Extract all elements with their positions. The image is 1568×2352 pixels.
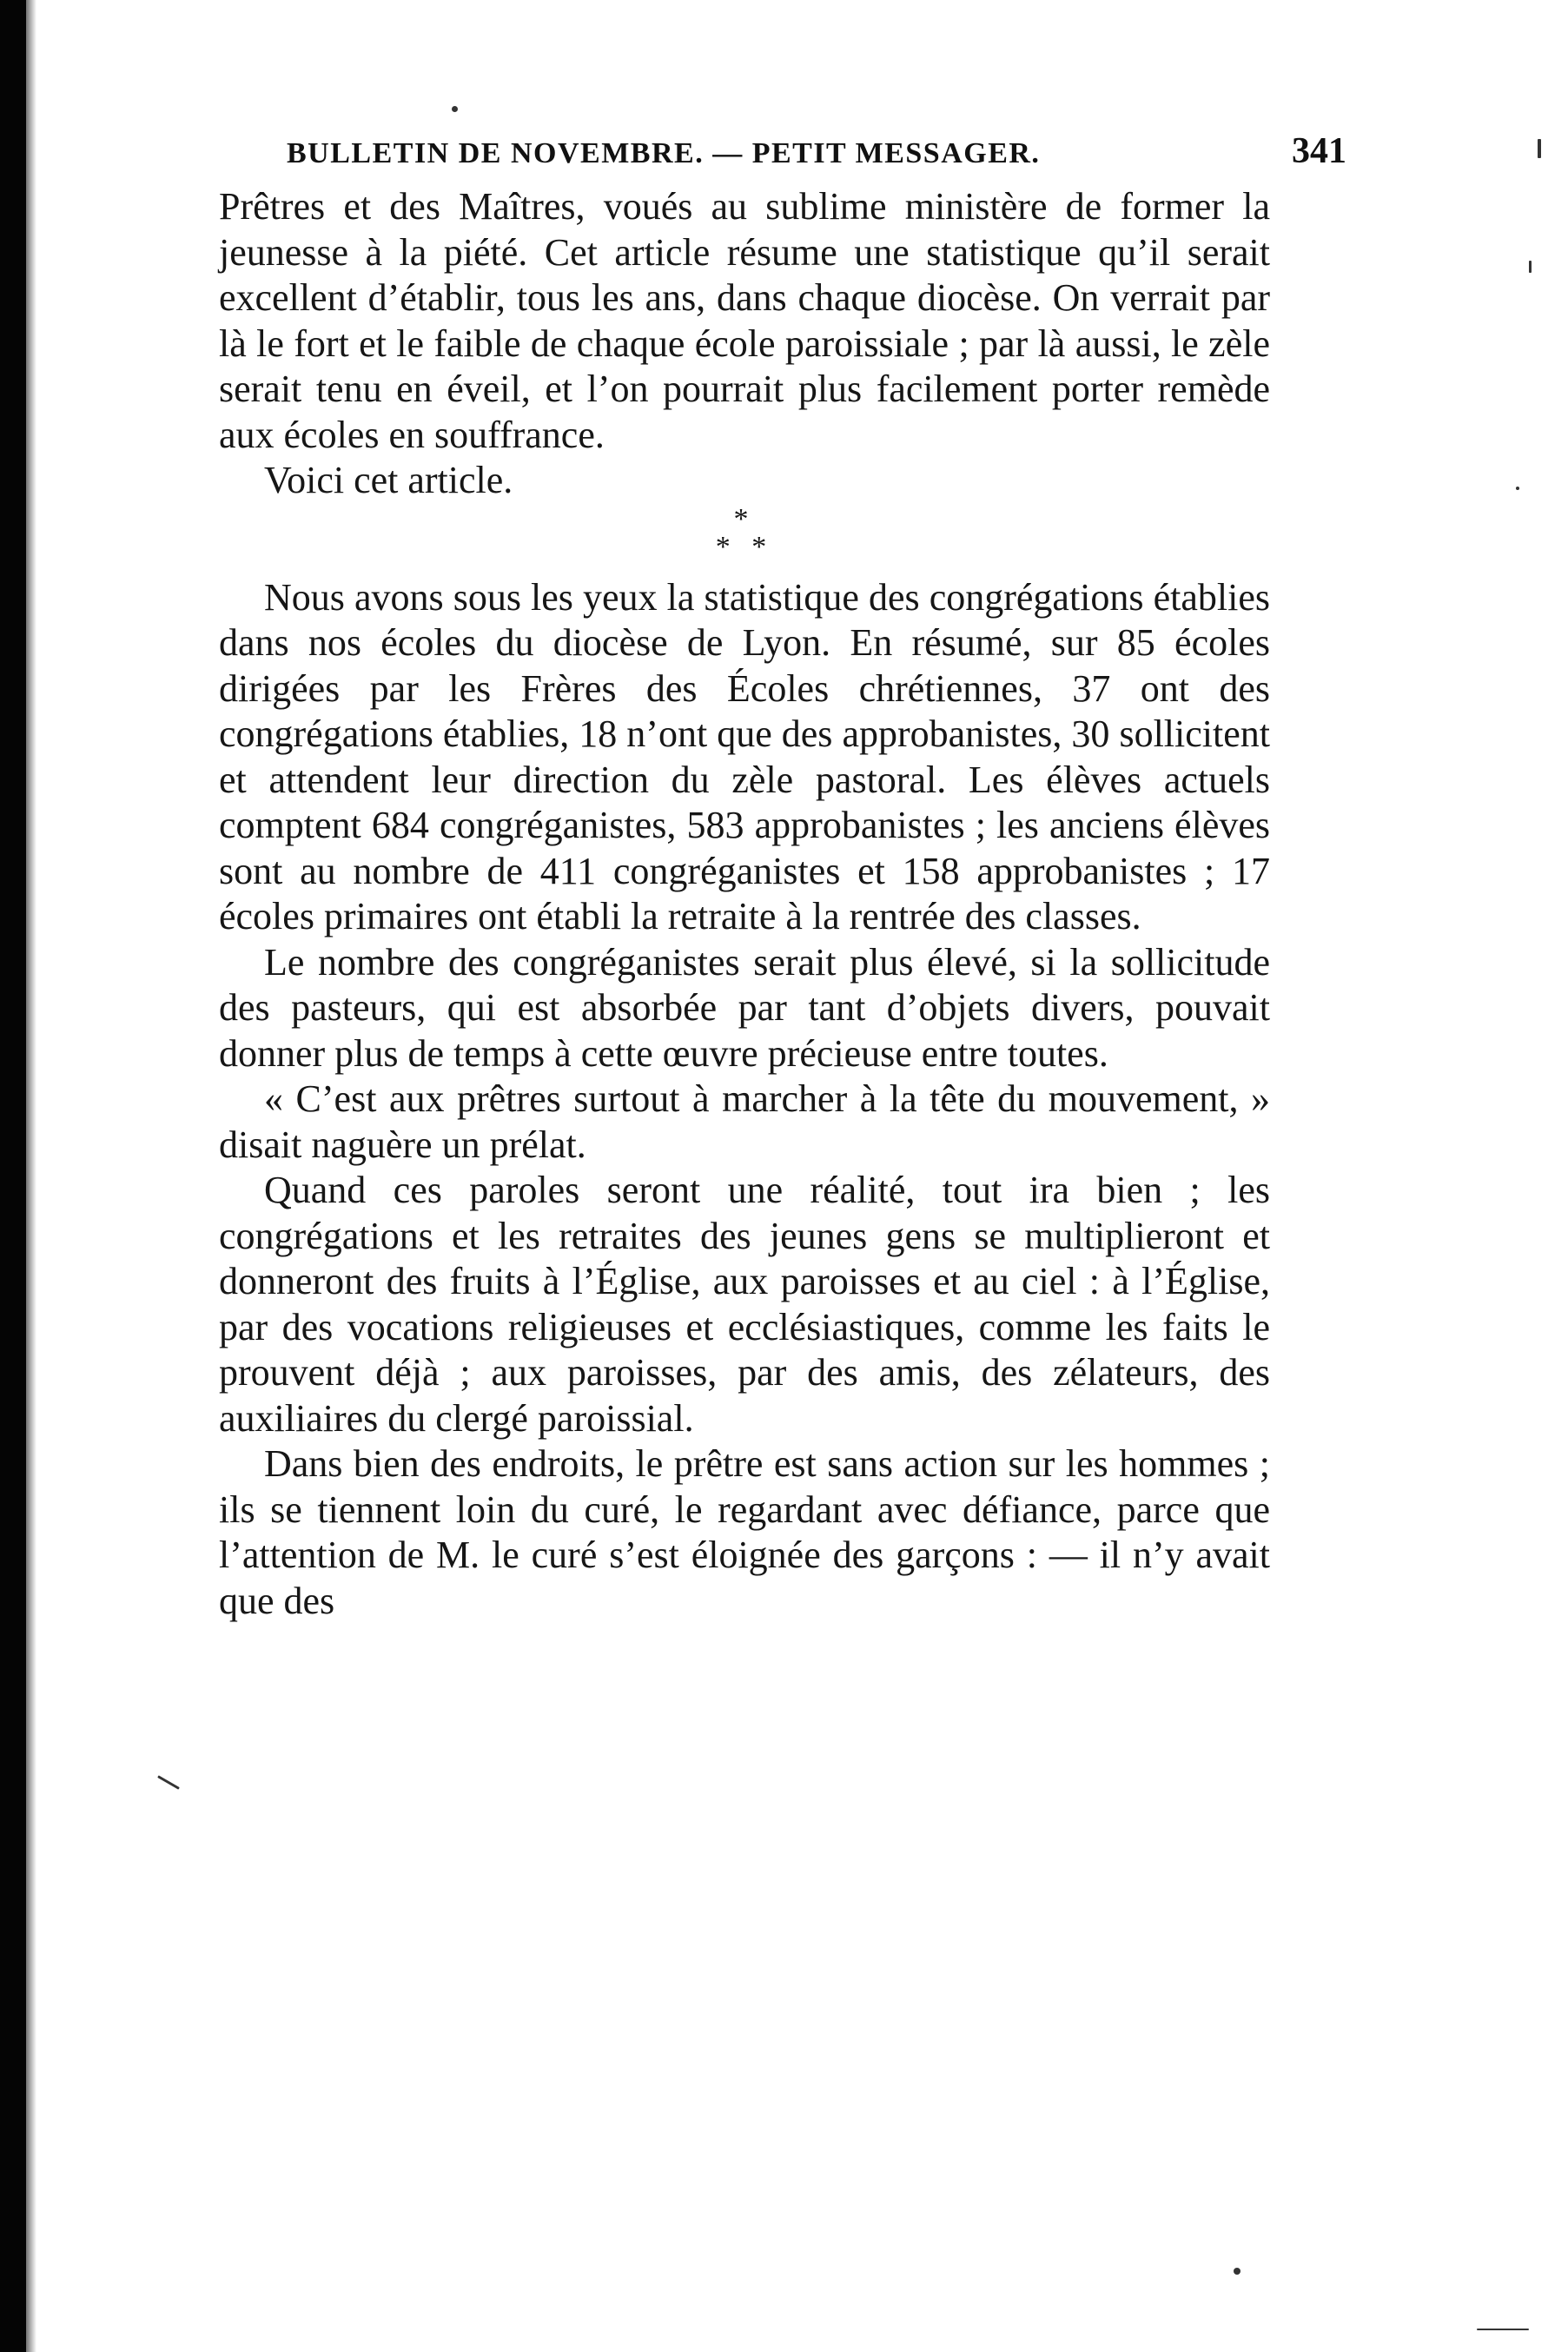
paragraph: « C’est aux prêtres surtout à marcher à la tête du mouvement, » disait naguère un prélat. (219, 1077, 1270, 1166)
scan-speck (1477, 2329, 1529, 2330)
paragraph: Nous avons sous les yeux la statistique des congrégations établies dans nos écoles du diocèse de Lyon. En résumé, sur 85 écoles dirigées par les Frères des Écoles chrétiennes, 37 ont des congrégations établies, 18 n’ont que des approbanistes, 30 sollicitent et attendent leur direction du zèle pastoral. Les élèves actuels comptent 684 congréganistes, 583 approbanistes ; les anciens élèves sont au nombre de 411 congréganistes et 158 approbanistes ; 17 écoles primaires ont établi la retraite à la rentrée des classes. (219, 575, 1270, 937)
body-text (219, 184, 1270, 1624)
paragraph: Le nombre des congréganistes serait plus élevé, si la sollicitude des pasteurs, qui est absorbée par tant d’objets divers, pouvait donner plus de temps à cette œuvre précieuse entre toutes. (219, 940, 1270, 1075)
scan-speck (1234, 2268, 1241, 2275)
running-head (287, 130, 1346, 182)
running-head-title: BULLETIN DE NOVEMBRE. — PETIT MESSAGER. (287, 137, 1041, 169)
paragraph: Voici cet article. (264, 459, 513, 501)
paragraph: Dans bien des endroits, le prêtre est sans action sur les hommes ; ils se tiennent loin du curé, le regardant avec défiance, parce que l’attention de M. le curé s’est éloignée des garçons : — il n’y avait que des (219, 1442, 1270, 1622)
paragraph: Prêtres et des Maîtres, voués au sublime ministère de former la jeunesse à la piété. Cet article résume une statistique qu’il serait excellent d’établir, tous les ans, dans chaque diocèse. On verrait par là le fort et le faible de chaque école paroissiale ; par là aussi, le zèle serait tenu en éveil, et l’on pourrait plus facilement porter remède aux écoles en souffrance. (219, 185, 1270, 456)
scan-speck (452, 106, 458, 112)
separator-star-top: * (733, 502, 756, 535)
section-separator (219, 504, 1270, 575)
page (219, 130, 1346, 1624)
scan-speck (1538, 139, 1541, 158)
scan-speck (1516, 487, 1519, 490)
binding-edge (0, 0, 26, 2352)
scan-speck (1529, 261, 1532, 273)
separator-stars-bottom: * * (715, 530, 774, 563)
scan-speck (157, 1775, 180, 1790)
page-number: 341 (1292, 131, 1346, 171)
paragraph: Quand ces paroles seront une réalité, tout ira bien ; les congrégations et les retraites des jeunes gens se multiplieront et donneront des fruits à l’Église, aux paroisses et au ciel : à l’Église, par des vocations religieuses et ecclésiastiques, comme les faits le prouvent déjà ; aux paroisses, par des amis, des zélateurs, des auxiliaires du clergé paroissial. (219, 1169, 1270, 1440)
